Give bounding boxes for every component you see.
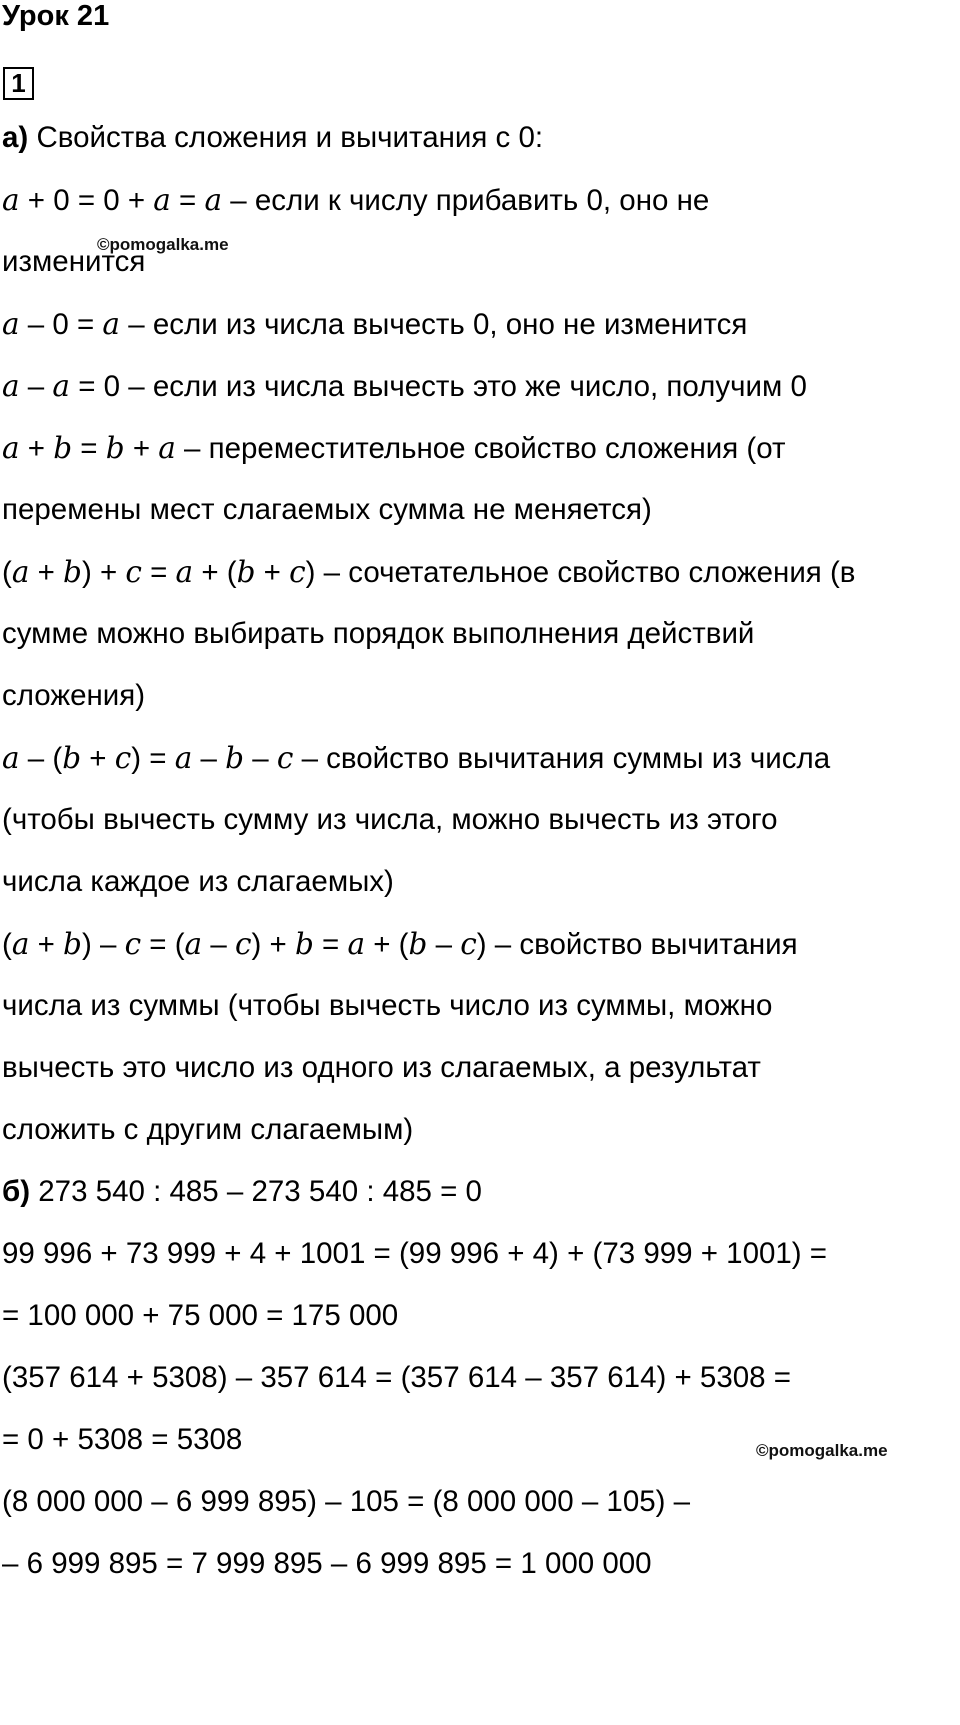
part-a-intro <box>2 120 543 156</box>
text-line-15: вычесть это число из одного из слагаемых, а результат <box>2 1051 761 1084</box>
text-line-11: (чтобы вычесть сумму из числа, можно вычесть из этого <box>2 803 778 836</box>
calc-line-7: – 6 999 895 = 7 999 895 – 6 999 895 = 1 000 000 <box>2 1547 652 1580</box>
formula-5-desc: – сочетательное свойство сложения (в <box>323 556 856 589</box>
formula-3: a – a = 0 <box>2 369 121 403</box>
watermark-2: ©pomogalka.me <box>756 1441 888 1460</box>
formula-3-desc: – если из числа вычесть это же число, получим 0 <box>128 370 807 403</box>
text-line-6: перемены мест слагаемых сумма не меняется) <box>2 493 652 526</box>
formula-line-1 <box>2 182 709 219</box>
formula-4: a + b = b + a <box>2 431 176 465</box>
formula-7-desc: – свойство вычитания <box>494 928 798 961</box>
formula-4-desc: – переместительное свойство сложения (от <box>184 432 786 465</box>
part-b-label: б) <box>2 1175 31 1208</box>
formula-6-desc: – свойство вычитания суммы из числа <box>301 742 831 775</box>
formula-line-3 <box>2 306 747 343</box>
text-line-9: сложения) <box>2 679 146 712</box>
formula-1-desc: – если к числу прибавить 0, оно не <box>230 184 710 217</box>
part-a-intro-text: Свойства сложения и вычитания с 0: <box>36 121 544 154</box>
calc-line-2: 99 996 + 73 999 + 4 + 1001 = (99 996 + 4) + (73 999 + 1001) = <box>2 1237 828 1270</box>
part-b-line-1 <box>2 1174 482 1210</box>
calc-line-4: (357 614 + 5308) – 357 614 = (357 614 – 357 614) + 5308 = <box>2 1361 791 1394</box>
lesson-title: Урок 21 <box>2 0 110 32</box>
formula-2: a – 0 = a <box>2 307 121 341</box>
calc-line-6: (8 000 000 – 6 999 895) – 105 = (8 000 000 – 105) – <box>2 1485 691 1518</box>
text-line-14: числа из суммы (чтобы вычесть число из суммы, можно <box>2 989 773 1022</box>
watermark-1: ©pomogalka.me <box>97 235 229 254</box>
formula-line-4 <box>2 368 807 405</box>
formula-6: a – (b + c) = a – b – c <box>2 741 294 775</box>
calc-line-1: 273 540 : 485 – 273 540 : 485 = 0 <box>38 1175 482 1208</box>
formula-line-5 <box>2 430 785 467</box>
text-line-2: изменится <box>2 245 146 278</box>
formula-7: (a + b) – c = (a – c) + b = a + (b – c) <box>2 927 487 961</box>
formula-line-10 <box>2 740 830 777</box>
formula-line-13 <box>2 926 798 963</box>
calc-line-3: = 100 000 + 75 000 = 175 000 <box>2 1299 399 1332</box>
formula-line-7 <box>2 554 855 591</box>
formula-5: (a + b) + c = a + (b + c) <box>2 555 316 589</box>
text-line-8: сумме можно выбирать порядок выполнения действий <box>2 617 755 650</box>
part-a-label: а) <box>2 121 29 154</box>
calc-line-5: = 0 + 5308 = 5308 <box>2 1423 243 1456</box>
formula-1: a + 0 = 0 + a = a <box>2 183 223 217</box>
task-number-box: 1 <box>3 67 34 100</box>
text-line-12: числа каждое из слагаемых) <box>2 865 394 898</box>
formula-2-desc: – если из числа вычесть 0, оно не изменится <box>128 308 748 341</box>
text-line-16: сложить с другим слагаемым) <box>2 1113 414 1146</box>
